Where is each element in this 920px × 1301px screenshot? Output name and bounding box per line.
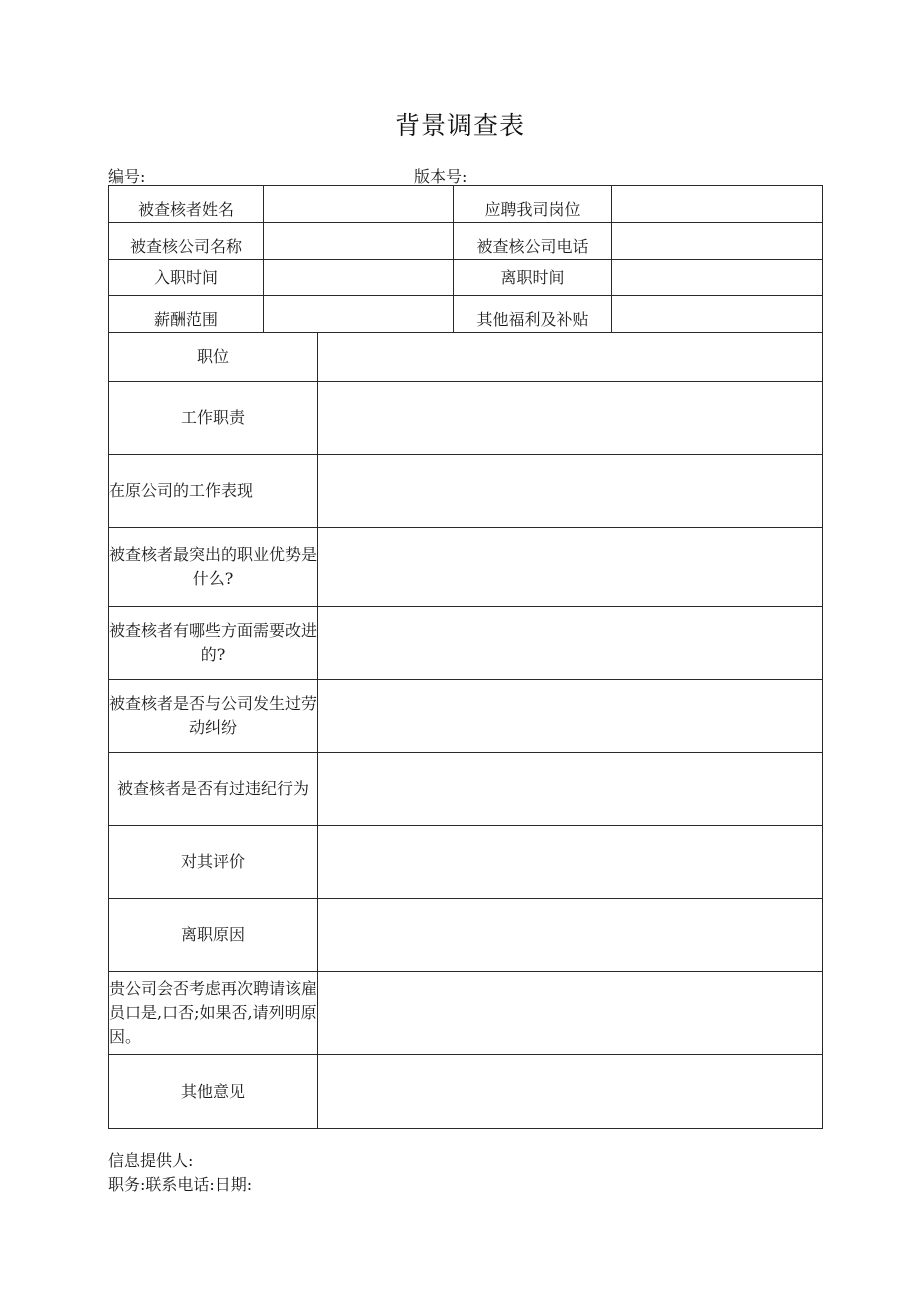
contact-line: 职务:联系电话:日期: — [108, 1175, 253, 1194]
labor-dispute-field[interactable] — [318, 680, 823, 753]
candidate-name-field[interactable] — [264, 186, 454, 223]
strengths-field[interactable] — [318, 528, 823, 607]
provider-label: 信息提供人: — [108, 1151, 194, 1170]
position-label: 职位 — [109, 333, 318, 382]
applied-position-label: 应聘我司岗位 — [454, 186, 612, 223]
leave-date-label: 离职时间 — [454, 260, 612, 296]
hire-date-label: 入职时间 — [109, 260, 264, 296]
position-field[interactable] — [318, 333, 823, 382]
evaluation-label: 对其评价 — [109, 826, 318, 899]
candidate-name-label: 被查核者姓名 — [109, 186, 264, 223]
leave-date-field[interactable] — [612, 260, 823, 296]
detail-row — [109, 333, 823, 382]
work-performance-label: 在原公司的工作表现 — [109, 455, 318, 528]
info-row — [109, 223, 823, 260]
detail-row — [109, 607, 823, 680]
detail-row — [109, 455, 823, 528]
number-label: 编号: — [108, 167, 146, 186]
detail-row — [109, 826, 823, 899]
strengths-label: 被查核者最突出的职业优势是什么? — [109, 528, 318, 607]
rehire-field[interactable] — [318, 972, 823, 1055]
company-phone-label: 被查核公司电话 — [454, 223, 612, 260]
other-comments-label: 其他意见 — [109, 1055, 318, 1129]
leave-reason-field[interactable] — [318, 899, 823, 972]
salary-range-label: 薪酬范围 — [109, 296, 264, 333]
hire-date-field[interactable] — [264, 260, 454, 296]
detail-row — [109, 680, 823, 753]
background-check-table — [108, 185, 823, 1129]
misconduct-field[interactable] — [318, 753, 823, 826]
evaluation-field[interactable] — [318, 826, 823, 899]
labor-dispute-label: 被查核者是否与公司发生过劳动纠纷 — [109, 680, 318, 753]
detail-row — [109, 382, 823, 455]
improvements-field[interactable] — [318, 607, 823, 680]
rehire-label: 贵公司会否考虑再次聘请该雇员口是,口否;如果否,请列明原因。 — [109, 972, 318, 1055]
page-title: 背景调查表 — [394, 111, 525, 140]
improvements-label: 被查核者有哪些方面需要改进的? — [109, 607, 318, 680]
detail-row — [109, 1055, 823, 1129]
info-row — [109, 260, 823, 296]
info-row — [109, 296, 823, 333]
company-phone-field[interactable] — [612, 223, 823, 260]
company-name-label: 被查核公司名称 — [109, 223, 264, 260]
misconduct-label: 被查核者是否有过违纪行为 — [109, 753, 318, 826]
job-duties-label: 工作职责 — [109, 382, 318, 455]
version-label: 版本号: — [414, 167, 468, 186]
company-name-field[interactable] — [264, 223, 454, 260]
detail-row — [109, 528, 823, 607]
detail-row — [109, 753, 823, 826]
benefits-label: 其他福利及补贴 — [454, 296, 612, 333]
work-performance-field[interactable] — [318, 455, 823, 528]
other-comments-field[interactable] — [318, 1055, 823, 1129]
salary-range-field[interactable] — [264, 296, 454, 333]
leave-reason-label: 离职原因 — [109, 899, 318, 972]
info-row — [109, 186, 823, 223]
benefits-field[interactable] — [612, 296, 823, 333]
applied-position-field[interactable] — [612, 186, 823, 223]
detail-row — [109, 899, 823, 972]
detail-row — [109, 972, 823, 1055]
job-duties-field[interactable] — [318, 382, 823, 455]
